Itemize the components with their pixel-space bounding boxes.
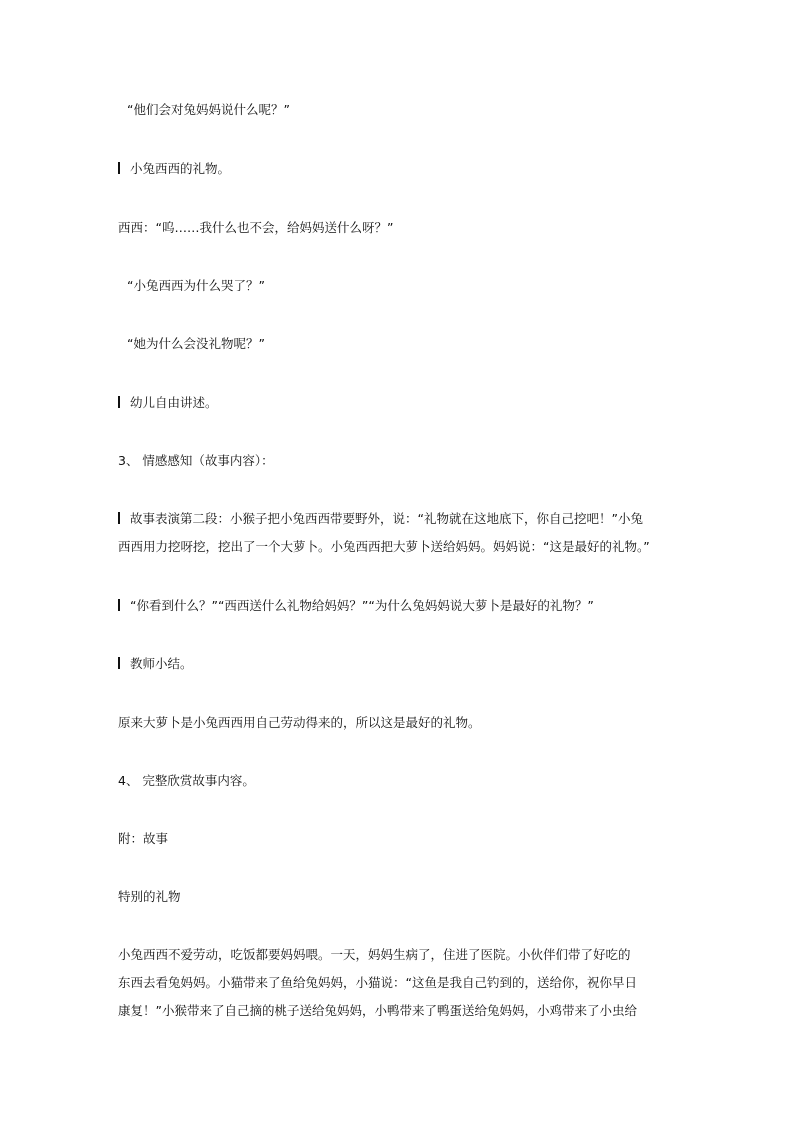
- bullet-marker-icon: [118, 657, 120, 669]
- bullet-marker-icon: [118, 512, 120, 524]
- story-paragraph: [118, 941, 678, 1025]
- bullet-line: [118, 505, 678, 533]
- text-line: 东西去看兔妈妈。小猫带来了鱼给兔妈妈，小猫说：“这鱼是我自己钓到的，送给你，祝你早日: [118, 975, 637, 990]
- bullet-line: [118, 596, 678, 616]
- text-line: “小兔西西为什么哭了？”: [127, 278, 265, 293]
- bullet-line: [118, 654, 678, 674]
- bullet-line: [118, 393, 678, 413]
- bullet-line: [118, 159, 678, 179]
- text-line: 小兔西西不爱劳动，吃饭都要妈妈喂。一天，妈妈生病了，住进了医院。小伙伴们带了好吃的: [118, 947, 631, 962]
- bullet-marker-icon: [118, 599, 120, 611]
- story-title: 特别的礼物: [118, 889, 181, 904]
- section-heading: 4、 完整欣赏故事内容。: [118, 773, 255, 788]
- text-line: 教师小结。: [130, 656, 193, 671]
- text-line: “你看到什么？”“西西送什么礼物给妈妈？”“为什么兔妈妈说大萝卜是最好的礼物？”: [130, 598, 594, 613]
- section-heading: 3、 情感感知（故事内容）：: [118, 453, 274, 468]
- text-line: 幼儿自由讲述。: [130, 395, 218, 410]
- bullet-marker-icon: [118, 396, 120, 408]
- text-line: “他们会对兔妈妈说什么呢？”: [127, 102, 290, 117]
- text-line: 小兔西西的礼物。: [130, 161, 231, 176]
- text-line: “她为什么会没礼物呢？”: [127, 336, 265, 351]
- text-line: 西西：“呜……我什么也不会，给妈妈送什么呀？”: [118, 220, 394, 235]
- appendix-label: 附：故事: [118, 831, 169, 846]
- bullet-marker-icon: [118, 162, 120, 174]
- text-line: 西西用力挖呀挖，挖出了一个大萝卜。小兔西西把大萝卜送给妈妈。妈妈说：“这是最好的礼物。”: [118, 539, 650, 554]
- text-line: 故事表演第二段：小猴子把小兔西西带要野外，说：“礼物就在这地底下，你自己挖吧！”小兔: [130, 511, 643, 526]
- text-line: 康复！”小猴带来了自己摘的桃子送给兔妈妈，小鸭带来了鸭蛋送给兔妈妈，小鸡带来了小虫给: [118, 1003, 637, 1018]
- text-line: 原来大萝卜是小兔西西用自己劳动得来的，所以这是最好的礼物。: [118, 715, 481, 730]
- paragraph: [118, 505, 678, 561]
